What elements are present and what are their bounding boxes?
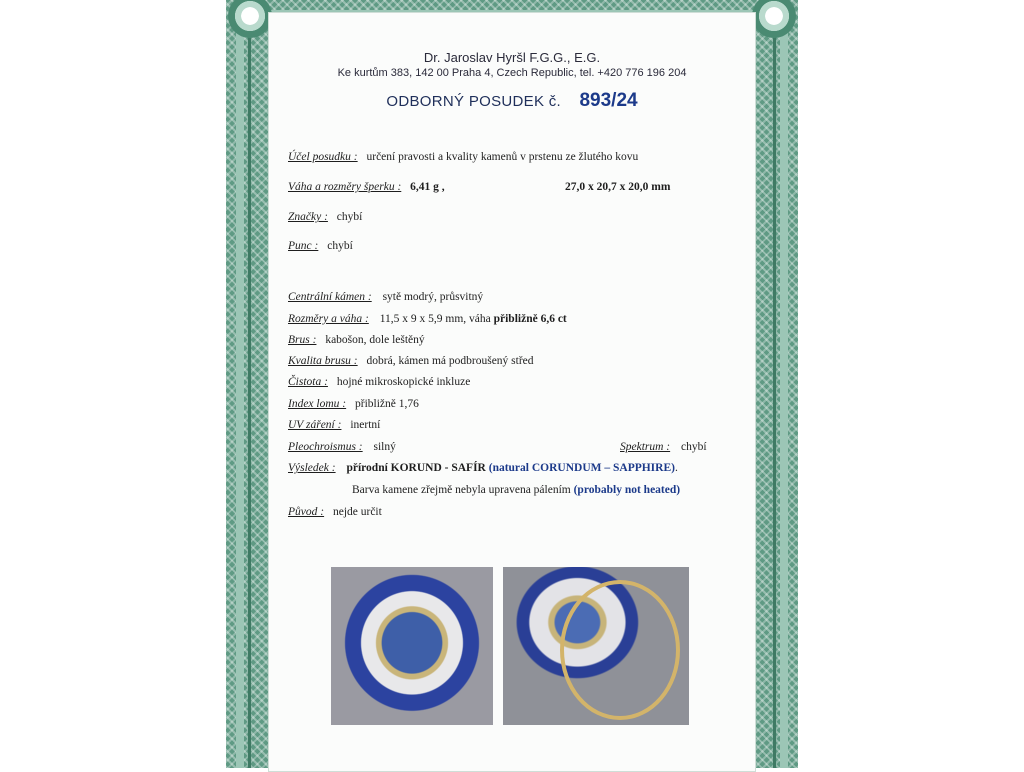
cut-quality-label: Kvalita brusu : <box>288 355 358 367</box>
refractive-index-label: Index lomu : <box>288 398 347 410</box>
issuer-name: Dr. Jaroslav Hyršl F.G.G., E.G. <box>423 50 601 65</box>
ring-band-shape <box>560 580 680 720</box>
purpose-value: určení pravosti a kvality kamenů v prstenu ze žlutého kovu <box>366 151 639 163</box>
certificate-number: 893/24 <box>579 90 638 111</box>
origin-value: nejde určit <box>332 506 382 518</box>
hallmark-value: chybí <box>327 240 353 252</box>
row-cut-quality <box>288 355 534 367</box>
spectrum-value: chybí <box>681 441 707 453</box>
purpose-label: Účel posudku : <box>288 151 358 163</box>
result-value: přírodní KORUND - SAFÍR <box>346 462 486 474</box>
pleochroism-value: silný <box>373 441 396 453</box>
clarity-label: Čistota : <box>288 376 328 388</box>
row-result <box>288 462 678 474</box>
result-english: (natural CORUNDUM – SAPPHIRE) <box>488 462 675 474</box>
row-central-stone <box>288 291 483 303</box>
marks-label: Značky : <box>288 211 328 223</box>
refractive-index-value: přibližně 1,76 <box>355 398 419 410</box>
cut-label: Brus : <box>288 334 317 346</box>
ring-photo-top-view <box>331 567 493 725</box>
row-marks <box>288 211 362 223</box>
carat-weight: přibližně 6,6 ct <box>493 313 567 325</box>
jewel-weight: 6,41 g , <box>410 181 445 193</box>
row-origin <box>288 506 382 518</box>
row-size-weight <box>288 313 567 325</box>
row-refractive-index <box>288 398 419 410</box>
cut-quality-value: dobrá, kámen má podbroušený střed <box>366 355 534 367</box>
row-cut <box>288 334 425 346</box>
marks-value: chybí <box>336 211 363 223</box>
issuer-address: Ke kurtům 383, 142 00 Praha 4, Czech Republic, tel. +420 776 196 204 <box>337 67 687 79</box>
uv-label: UV záření : <box>288 419 342 431</box>
row-hallmark <box>288 240 353 252</box>
title-label: ODBORNÝ POSUDEK č. <box>386 93 562 110</box>
origin-label: Původ : <box>288 506 325 518</box>
row-uv <box>288 419 380 431</box>
heat-note-english: (probably not heated) <box>573 484 681 496</box>
weight-dims-label: Váha a rozměry šperku : <box>288 181 402 193</box>
row-heat-note <box>352 484 680 496</box>
spectrum-label: Spektrum : <box>620 441 671 453</box>
row-purpose <box>288 151 638 163</box>
cut-value: kabošon, dole leštěný <box>325 334 425 346</box>
hallmark-label: Punc : <box>288 240 319 252</box>
uv-value: inertní <box>350 419 381 431</box>
result-end: . <box>674 462 678 474</box>
result-label: Výsledek : <box>288 462 336 474</box>
heat-note-value: Barva kamene zřejmě nebyla upravena pálením <box>352 484 571 496</box>
jewel-dimensions: 27,0 x 20,7 x 20,0 mm <box>565 181 671 193</box>
central-stone-label: Centrální kámen : <box>288 291 372 303</box>
row-clarity <box>288 376 470 388</box>
row-weight-dims <box>288 181 445 193</box>
central-stone-value: sytě modrý, průsvitný <box>382 291 484 303</box>
size-weight-value: 11,5 x 9 x 5,9 mm, váha <box>379 313 491 325</box>
document-title <box>268 90 756 112</box>
row-spectrum <box>620 441 707 453</box>
size-weight-label: Rozměry a váha : <box>288 313 369 325</box>
corner-rosette-top-right <box>752 0 796 38</box>
row-pleochroism <box>288 441 396 453</box>
clarity-value: hojné mikroskopické inkluze <box>336 376 471 388</box>
pleochroism-label: Pleochroismus : <box>288 441 363 453</box>
